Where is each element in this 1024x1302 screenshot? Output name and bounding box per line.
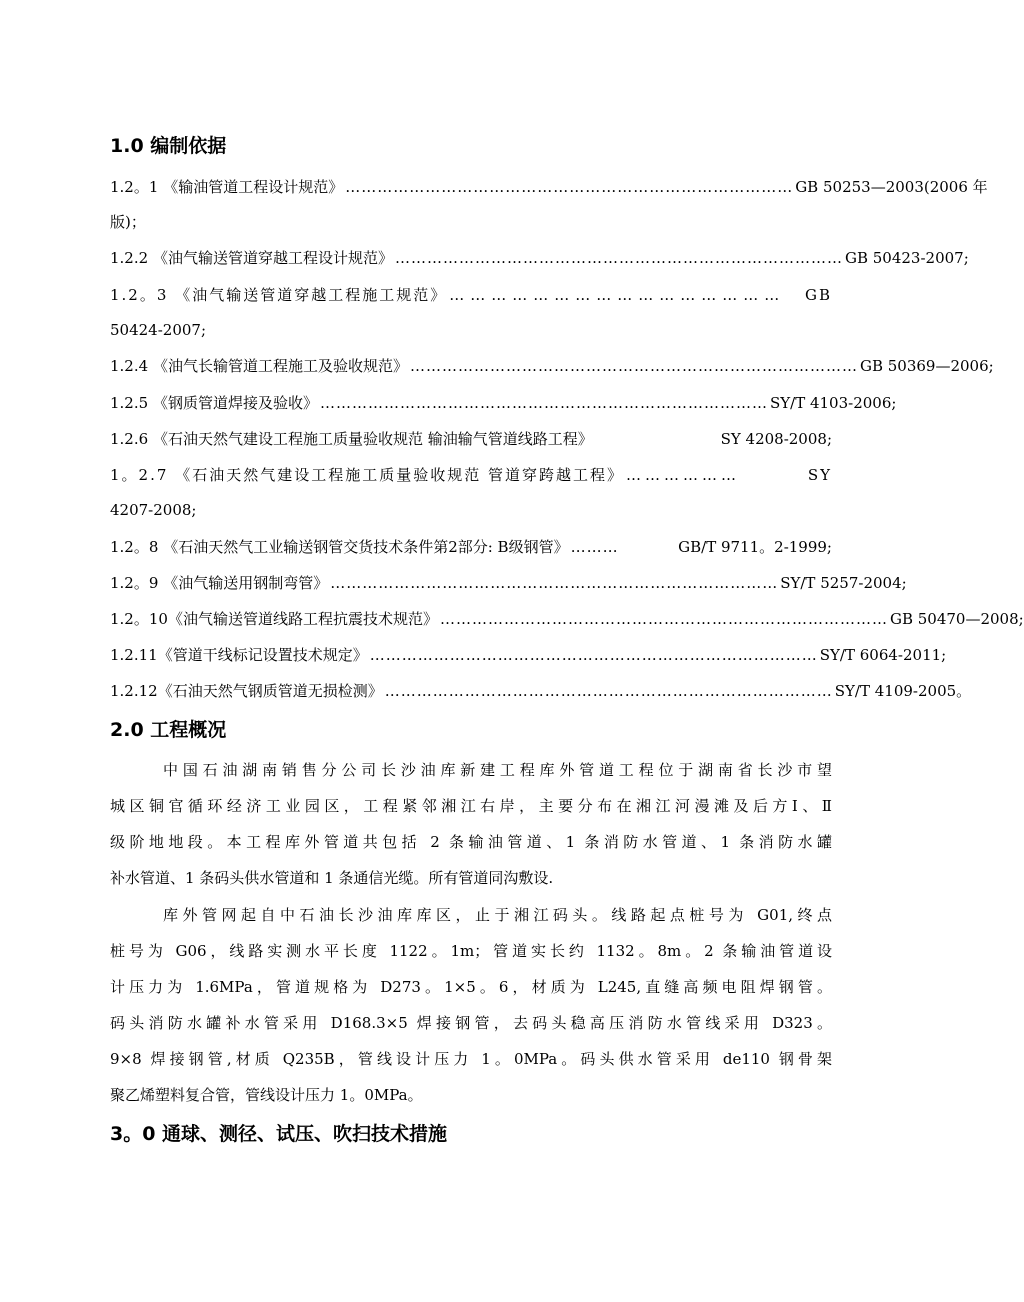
paragraph-2-line: 桩号为 G06，线路实测水平长度 1122。1m；管道实长约 1132。8m。2 条输油管道设: [110, 942, 832, 960]
ref-code: SY 4208-2008;: [720, 430, 832, 448]
ref-code: GB/T 9711。2-1999;: [678, 538, 832, 556]
ref-item-8: [110, 537, 832, 557]
paragraph-1-line: 级阶地地段。本工程库外管道共包括 2 条输油管道、1 条消防水管道、1 条消防水罐: [110, 833, 832, 851]
ref-number: 1.2.6: [110, 430, 149, 448]
ref-number: 1.2.5: [110, 394, 149, 412]
ref-title: 《油气输送管道穿越工程施工规范》: [175, 286, 448, 304]
ref-number: 1.2.4: [110, 357, 149, 375]
ref-title: 《输油管道工程设计规范》: [163, 178, 344, 196]
ref-number: 1.2.2: [110, 249, 149, 267]
ref-item-7-continuation: 4207-2008;: [110, 501, 197, 519]
paragraph-2-line: 计压力为 1.6MPa，管道规格为 D273。1×5。6，材质为 L245,直缝高频电阻焊钢管。: [110, 978, 832, 996]
ref-item-10: [110, 609, 1024, 629]
leader-dots: …………………………………………………………………………: [330, 574, 779, 592]
paragraph-2-line: 聚乙烯塑料复合管，管线设计压力 1。0MPa。: [110, 1086, 423, 1104]
paragraph-1-line: 补水管道、1 条码头供水管道和 1 条通信光缆。所有管道同沟敷设.: [110, 869, 554, 887]
ref-item-9: [110, 573, 907, 593]
ref-code: SY/T 4109-2005。: [834, 682, 972, 700]
ref-title: 《油气输送用钢制弯管》: [163, 574, 329, 592]
ref-code: GB 50253—2003(2006 年: [795, 178, 988, 196]
ref-item-3-continuation: 50424-2007;: [110, 321, 207, 339]
ref-number: 1。2.7: [110, 466, 169, 484]
ref-number: 1.2。10: [110, 610, 168, 628]
ref-code: SY/T 5257-2004;: [780, 574, 907, 592]
paragraph-2-line: 码头消防水罐补水管采用 D168.3×5 焊接钢管，去码头稳高压消防水管线采用 D323。: [110, 1014, 832, 1032]
ref-item-1: [110, 177, 988, 197]
ref-number: 1.2。1: [110, 178, 159, 196]
ref-title: 《油气输送管道线路工程抗震技术规范》: [167, 610, 438, 628]
ref-item-5: [110, 393, 897, 413]
ref-code: SY/T 6064-2011;: [819, 646, 947, 664]
ref-number: 1.2.12: [110, 682, 158, 700]
leader-dots: ………: [570, 538, 619, 556]
ref-title: 《石油天然气建设工程施工质量验收规范 输油输气管道线路工程》: [152, 430, 593, 448]
ref-code: GB 50423-2007;: [844, 249, 969, 267]
ref-title: 《油气长输管道工程施工及验收规范》: [152, 357, 408, 375]
ref-code: GB 50470—2008;: [889, 610, 1024, 628]
paragraph-2-line: 库外管网起自中石油长沙油库库区，止于湘江码头。线路起点桩号为 G01,终点: [163, 906, 832, 924]
leader-dots: …………………………………………………………………………: [345, 178, 794, 196]
paragraph-1-line: 中国石油湖南销售分公司长沙油库新建工程库外管道工程位于湖南省长沙市望: [163, 761, 832, 779]
ref-item-2: [110, 248, 969, 268]
leader-dots: …………………………………………………………………………: [319, 394, 768, 412]
ref-code: SY/T 4103-2006;: [769, 394, 897, 412]
leader-dots: …………………………………………………………………………: [384, 682, 833, 700]
section-2-heading: 2.0 工程概况: [110, 719, 227, 741]
ref-item-6: [110, 429, 832, 449]
ref-item-1-continuation: 版)；: [110, 213, 146, 231]
leader-dots: …………………………………………………………………………: [439, 610, 888, 628]
ref-item-3: [110, 285, 832, 305]
ref-code: GB 50369—2006;: [859, 357, 994, 375]
leader-dots: …………………………………………………………………………: [394, 249, 843, 267]
leader-dots: ………………: [625, 466, 740, 484]
ref-item-4: [110, 356, 994, 376]
ref-title: 《石油天然气建设工程施工质量验收规范 管道穿跨越工程》: [175, 466, 624, 484]
ref-code: GB: [804, 286, 832, 304]
ref-number: 1.2。8: [110, 538, 159, 556]
ref-title: 《管道干线标记设置技术规定》: [157, 646, 368, 664]
paragraph-2-line: 9×8 焊接钢管,材质 Q235B，管线设计压力 1。0MPa。码头供水管采用 de110 钢骨架: [110, 1050, 832, 1068]
section-3-heading: 3。0 通球、测径、试压、吹扫技术措施: [110, 1123, 448, 1145]
section-1-heading: 1.0 编制依据: [110, 135, 227, 157]
ref-item-11: [110, 645, 947, 665]
ref-title: 《石油天然气钢质管道无损检测》: [157, 682, 383, 700]
ref-code: SY: [807, 466, 832, 484]
leader-dots: …………………………………………………………………………: [409, 357, 858, 375]
ref-title: 《钢质管道焊接及验收》: [152, 394, 318, 412]
leader-dots: …………………………………………………………………………: [369, 646, 818, 664]
paragraph-1-line: 城区铜官循环经济工业园区，工程紧邻湘江右岸，主要分布在湘江河漫滩及后方Ⅰ、Ⅱ: [110, 797, 832, 815]
ref-title: 《石油天然气工业输送钢管交货技术条件第2部分: B级钢管》: [163, 538, 569, 556]
ref-item-12: [110, 681, 972, 701]
ref-number: 1.2。9: [110, 574, 159, 592]
leader-dots: …………………………………………: [449, 286, 786, 304]
ref-number: 1.2。3: [110, 286, 169, 304]
ref-title: 《油气输送管道穿越工程设计规范》: [152, 249, 393, 267]
ref-item-7: [110, 465, 832, 485]
ref-number: 1.2.11: [110, 646, 158, 664]
